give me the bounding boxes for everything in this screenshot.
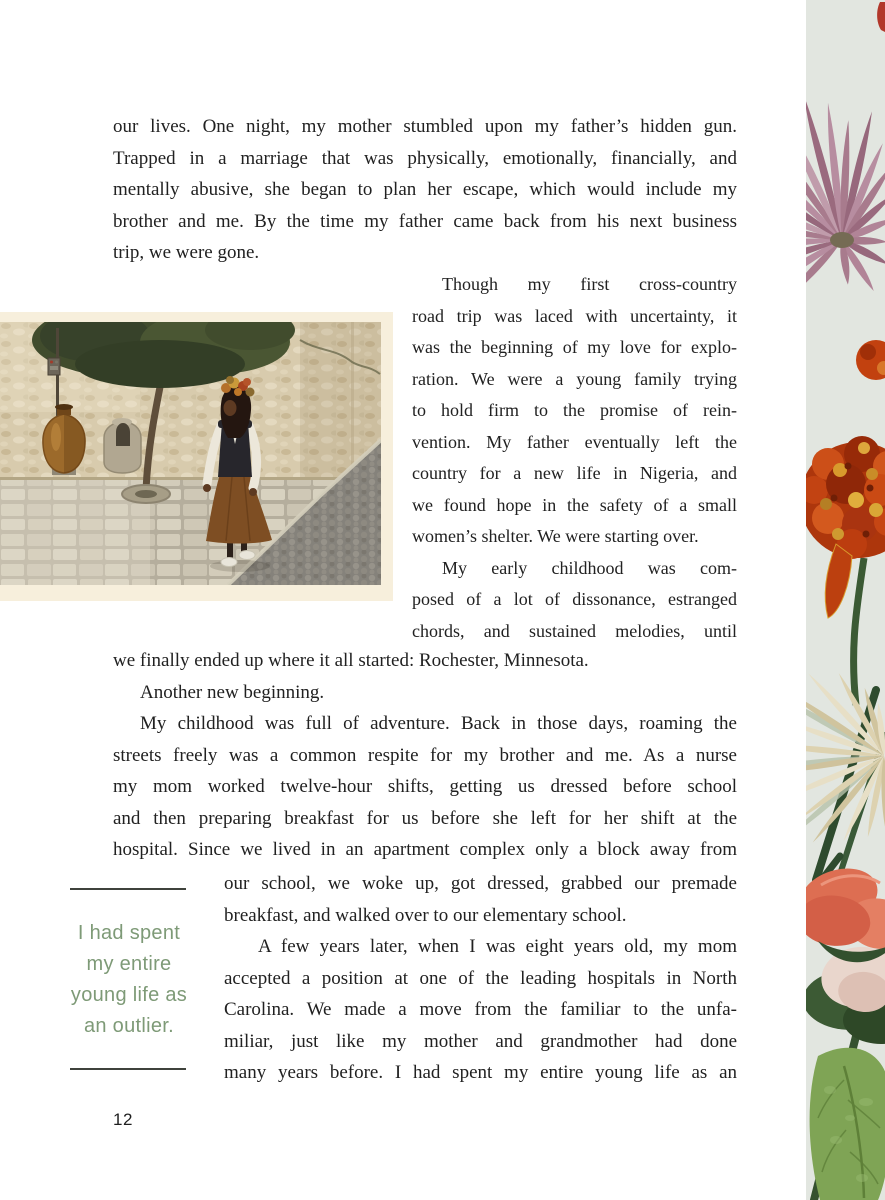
text-line: Another new beginning.	[140, 681, 325, 703]
text-line: we finally ended up where it all started: Rochester, Minnesota.	[113, 650, 589, 671]
stone-well	[104, 418, 141, 473]
paragraph-block-beside-photo	[412, 269, 737, 647]
text-line: posed of a lot of dissonance, estranged	[412, 589, 737, 609]
pull-quote-line: an outlier.	[83, 1015, 175, 1037]
text-line: our lives. One night, my mother stumbled upon my father’s hidden gun.	[113, 116, 737, 137]
text-line: chords, and sustained melodies, until	[412, 620, 737, 641]
text-line: and then preparing breakfast for us before she left for her shift at the	[113, 807, 737, 829]
text-line: A few years later, when I was eight years old, my mom	[258, 936, 737, 957]
text-line: miliar, just like my mother and grandmother had done	[224, 1030, 737, 1052]
pull-quote-line: my entire	[86, 953, 172, 975]
text-line: was the beginning of my love for explo-	[412, 337, 737, 357]
text-line: vention. My father eventually left the	[412, 431, 737, 452]
text-line: to hold firm to the promise of rein-	[412, 400, 737, 420]
text-line: My childhood was full of adventure. Back in those days, roaming the	[140, 713, 737, 734]
text-line: brother and me. By the time my father came back from his next business	[113, 210, 737, 232]
green-leaf	[810, 1048, 885, 1200]
text-line: my mom worked twelve-hour shifts, getting us dressed before school	[113, 776, 737, 797]
text-line: we found hope in the safety of a small	[412, 494, 737, 515]
text-line: many years before. I had spent my entire young life as an	[224, 1062, 737, 1083]
botanical-sidebar-illustration	[806, 0, 885, 1200]
photo-woman-courtyard	[0, 312, 393, 601]
pull-quote	[70, 888, 188, 1070]
text-line: Carolina. We made a move from the familiar to the unfa-	[224, 999, 737, 1020]
text-line: mentally abusive, she began to plan her escape, which would include my	[113, 179, 737, 200]
text-line: Trapped in a marriage that was physically, emotionally, financially, and	[113, 147, 737, 169]
courtyard-photo-illustration	[0, 322, 381, 585]
paragraph-block-middle	[113, 645, 737, 866]
text-line: our school, we woke up, got dressed, grabbed our premade	[224, 873, 737, 894]
text-line: country for a new life in Nigeria, and	[412, 463, 737, 483]
text-line: trip, we were gone.	[113, 242, 260, 263]
botanical-strip-art	[806, 0, 885, 1200]
text-line: women’s shelter. We were starting over.	[412, 526, 699, 546]
text-line: hospital. Since we lived in an apartment complex only a block away from	[113, 839, 737, 860]
text-line: accepted a position at one of the leading hospitals in North	[224, 967, 737, 989]
text-line: ration. We were a young family trying	[412, 368, 737, 389]
pull-quote-rule-bottom	[70, 1068, 186, 1070]
text-line: Though my first cross-country	[442, 274, 737, 294]
pull-quote-rule-top	[70, 888, 186, 890]
paragraph-block-bottom	[224, 868, 737, 1089]
text-line: breakfast, and walked over to our elementary school.	[224, 904, 627, 926]
pull-quote-line: I had spent	[77, 922, 181, 944]
text-line: streets freely was a common respite for my brother and me. As a nurse	[113, 744, 737, 766]
pull-quote-text	[70, 918, 188, 1042]
text-line: road trip was laced with uncertainty, it	[412, 305, 737, 326]
text-line: My early childhood was com-	[442, 557, 737, 578]
paragraph-block-top	[113, 111, 737, 269]
page-number: 12	[113, 1110, 133, 1129]
pull-quote-line: young life as	[70, 984, 188, 1006]
